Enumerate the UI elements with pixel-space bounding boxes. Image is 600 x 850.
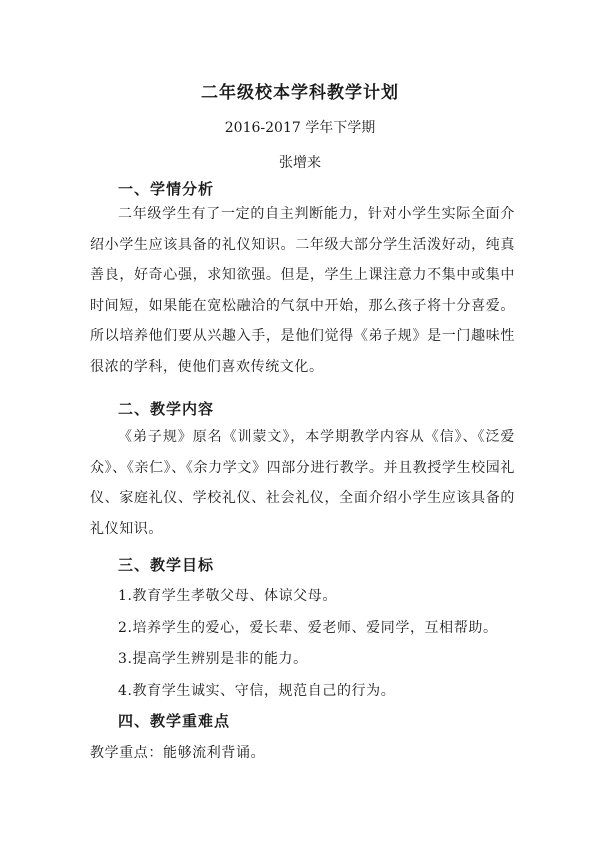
section-heading-goals: 三、教学目标	[118, 556, 215, 574]
section-paragraph-analysis: 二年级学生有了一定的自主判断能力，针对小学生实际全面介绍小学生应该具备的礼仪知识。二年级大部分学生活泼好动，纯真善良，好奇心强，求知欲强。但是，学生上课注意力不集中或集中时间短，如果能在宽松融洽的气氛中开始，那么孩子将十分喜爱。所以培养他们要从兴趣入手，是他们觉得《弟子规》是一门趣味性很浓的学科，使他们喜欢传统文化。	[90, 206, 515, 375]
goal-item: 4.教育学生诚实、守信，规范自己的行为。	[118, 683, 396, 699]
section-paragraph-content: 《弟子规》原名《训蒙文》，本学期教学内容从《信》、《泛爱众》、《亲仁》、《余力学文》四部分进行教学。并且教授学生校园礼仪、家庭礼仪、学校礼仪、社会礼仪，全面介绍小学生应该具备的礼仪知识。	[90, 429, 515, 537]
section-heading-analysis: 一、学情分析	[118, 180, 215, 198]
goal-item: 2.培养学生的爱心，爱长辈、爱老师、爱同学，互相帮助。	[118, 620, 498, 636]
document-author: 张增来	[279, 155, 321, 171]
document-subtitle: 2016-2017 学年下学期	[224, 120, 376, 136]
goal-item: 3.提高学生辨别是非的能力。	[118, 651, 308, 667]
document-title: 二年级校本学科教学计划	[201, 83, 399, 103]
key-point-item: 教学重点：能够流利背诵。	[90, 745, 266, 761]
section-heading-key-points: 四、教学重难点	[118, 712, 231, 730]
goal-item: 1.教育学生孝敬父母、体谅父母。	[118, 588, 337, 604]
section-heading-content: 二、教学内容	[118, 400, 215, 418]
